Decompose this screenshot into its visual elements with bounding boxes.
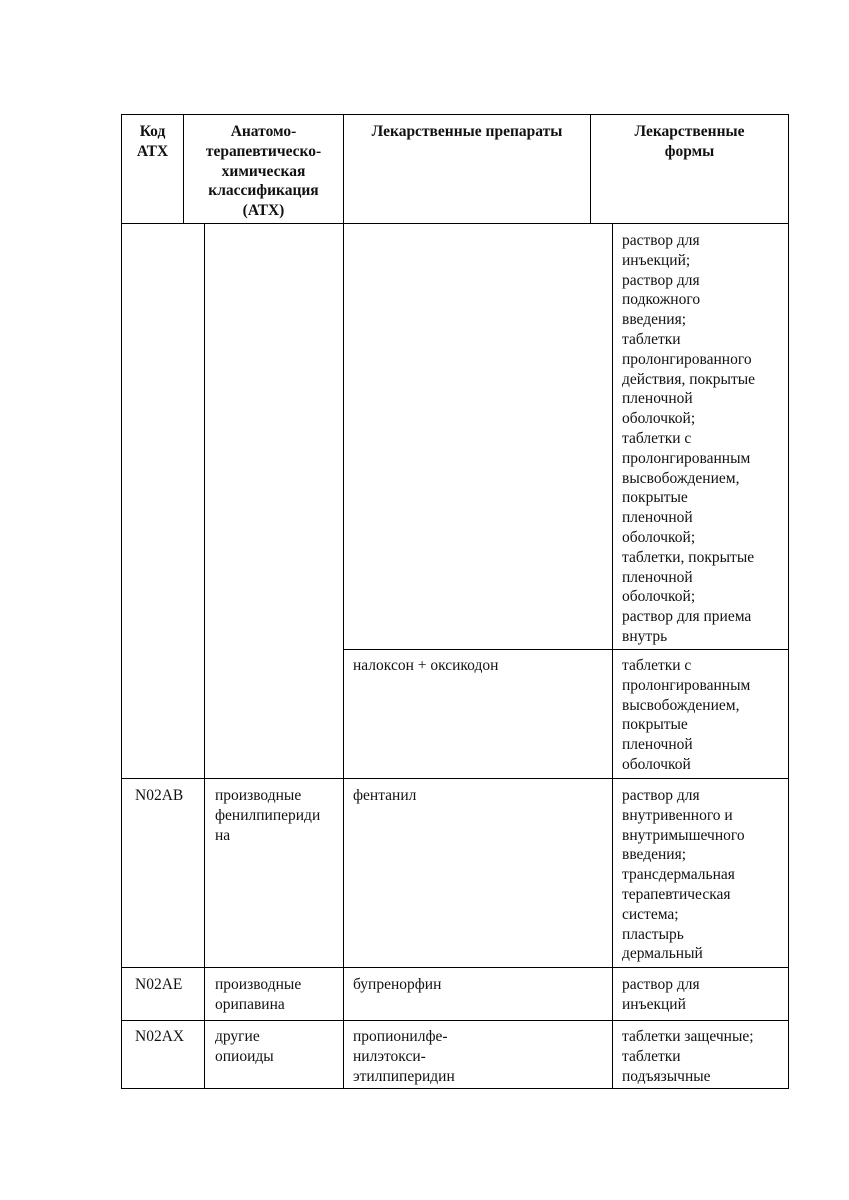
row-border-2 [121, 778, 789, 779]
header-right-border [788, 114, 789, 224]
row1-forms: раствор для инъекций; раствор для подкожного введения; таблетки пролонгированного действия, покрытые пленочной оболочкой; таблетки с пролонгированным высвобождением, покрытые пленочной оболочкой; таблетки, покрытые пленочной оболочкой; раствор для приема внутрь [622, 232, 756, 645]
row3-code: N02AB [135, 787, 184, 804]
row-border-3 [121, 967, 789, 968]
row4-drug: бупренорфин [353, 976, 442, 993]
row-border-4 [121, 1020, 789, 1021]
header-drugs: Лекарственные препараты [371, 123, 563, 140]
row4-code: N02AE [135, 976, 183, 993]
body-divider-3 [612, 223, 613, 1089]
table-bottom-border [121, 1088, 789, 1089]
header-forms: Лекарственные формы [634, 123, 745, 160]
header-top-border [121, 114, 789, 115]
body-left-border [121, 223, 122, 1089]
row-border-1 [343, 649, 789, 650]
row2-drug: налоксон + оксикодон [353, 657, 499, 674]
row5-forms: таблетки защечные; таблетки подъязычные [622, 1028, 754, 1085]
header-code: Код АТХ [136, 123, 169, 160]
row3-forms: раствор для внутривенного и внутримышечного введения; трансдермальная терапевтическая система; пластырь дермальный [622, 787, 745, 963]
row3-drug: фентанил [353, 787, 417, 804]
header-bottom-border [121, 223, 789, 224]
row3-atc: производные фенилпипериди на [215, 787, 321, 844]
row2-forms: таблетки с пролонгированным высвобождением, покрытые пленочной оболочкой [622, 657, 751, 773]
body-divider-1 [204, 223, 205, 1089]
body-divider-2 [343, 223, 344, 1089]
row5-code: N02AX [135, 1028, 185, 1045]
row5-drug: пропионилфе- нилэтокси- этилпиперидин [353, 1028, 455, 1085]
body-right-border [788, 223, 789, 1089]
row4-atc: производные орипавина [215, 976, 302, 1013]
header-atc: Анатомо- терапевтическо- химическая классификация (АТХ) [205, 123, 322, 220]
row5-atc: другие опиоиды [215, 1028, 274, 1065]
row4-forms: раствор для инъекций [622, 976, 700, 1013]
